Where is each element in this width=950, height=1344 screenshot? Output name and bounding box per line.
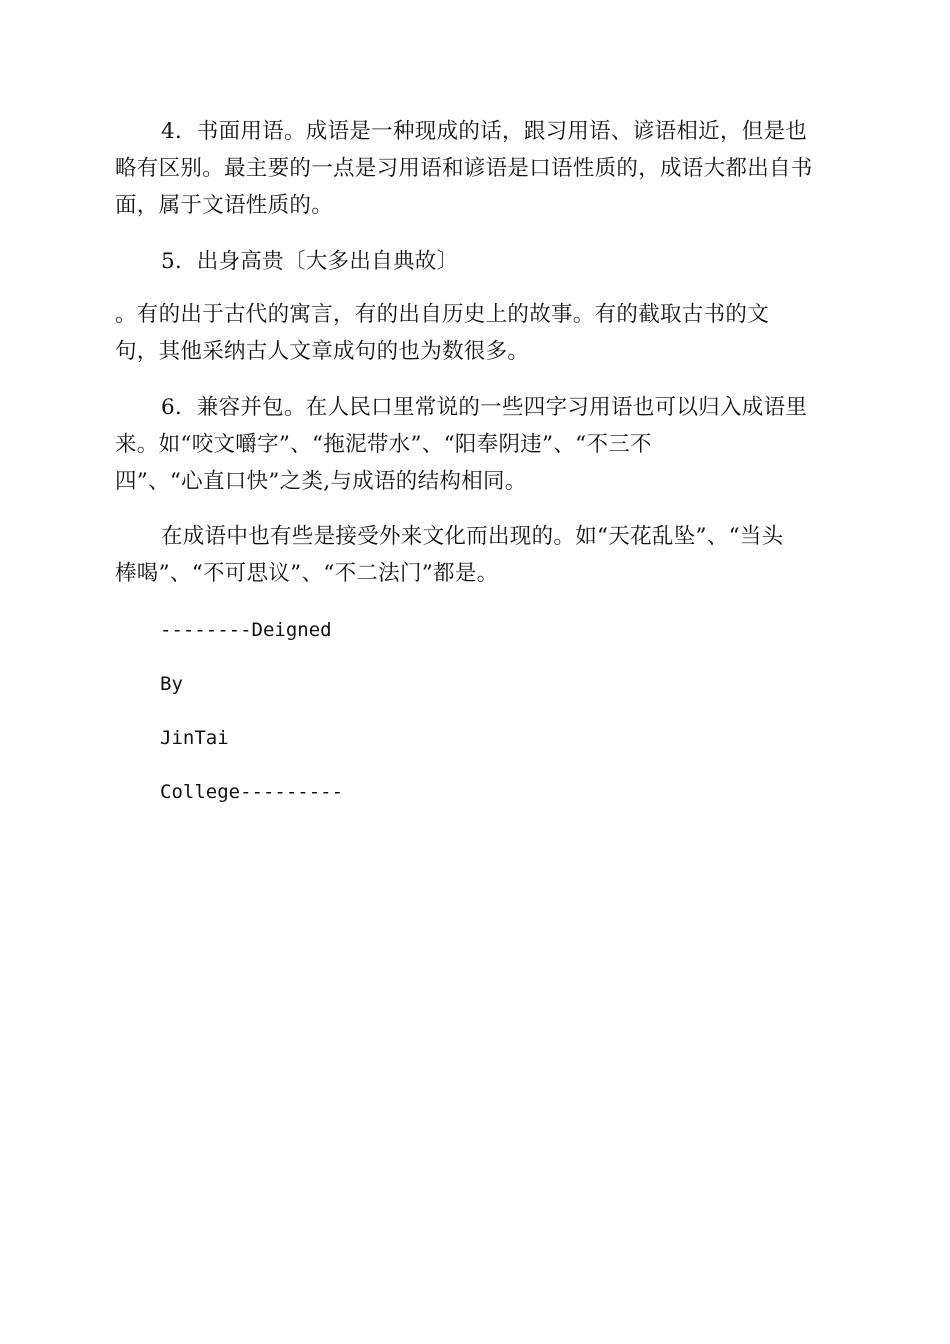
paragraph-line: 4．书面用语。成语是一种现成的话，跟习用语、谚语相近，但是也	[161, 119, 808, 144]
paragraph-4	[115, 113, 837, 224]
signature-line-4: College---------	[160, 781, 344, 803]
paragraph-line: 来。如“咬文嚼字”、“拖泥带水”、“阳奉阴违”、“不三不	[115, 432, 652, 457]
signature-line-2: By	[160, 673, 183, 695]
paragraph-5-heading	[115, 243, 837, 280]
paragraph-6	[115, 389, 837, 500]
paragraph-line: 句，其他采纳古人文章成句的也为数很多。	[115, 339, 530, 364]
signature-line-1: --------Deigned	[160, 619, 332, 641]
paragraph-7	[115, 518, 837, 592]
paragraph-line: 四”、“心直口快”之类,与成语的结构相同。	[115, 469, 527, 494]
paragraph-line: 在成语中也有些是接受外来文化而出现的。如“天花乱坠”、“当头	[161, 524, 784, 549]
paragraph-line: 略有区别。最主要的一点是习用语和谚语是口语性质的，成语大都出自书	[115, 156, 813, 181]
section-heading: 5．出身高贵〔大多出自典故〕	[161, 249, 459, 274]
paragraph-line: 6．兼容并包。在人民口里常说的一些四字习用语也可以归入成语里	[161, 395, 808, 420]
paragraph-line: 棒喝”、“不可思议”、“不二法门”都是。	[115, 561, 499, 586]
paragraph-5-body	[115, 296, 837, 370]
signature-line-3: JinTai	[160, 727, 229, 749]
paragraph-line: 面，属于文语性质的。	[115, 193, 334, 218]
paragraph-line: 。有的出于古代的寓言，有的出自历史上的故事。有的截取古书的文	[115, 302, 770, 327]
